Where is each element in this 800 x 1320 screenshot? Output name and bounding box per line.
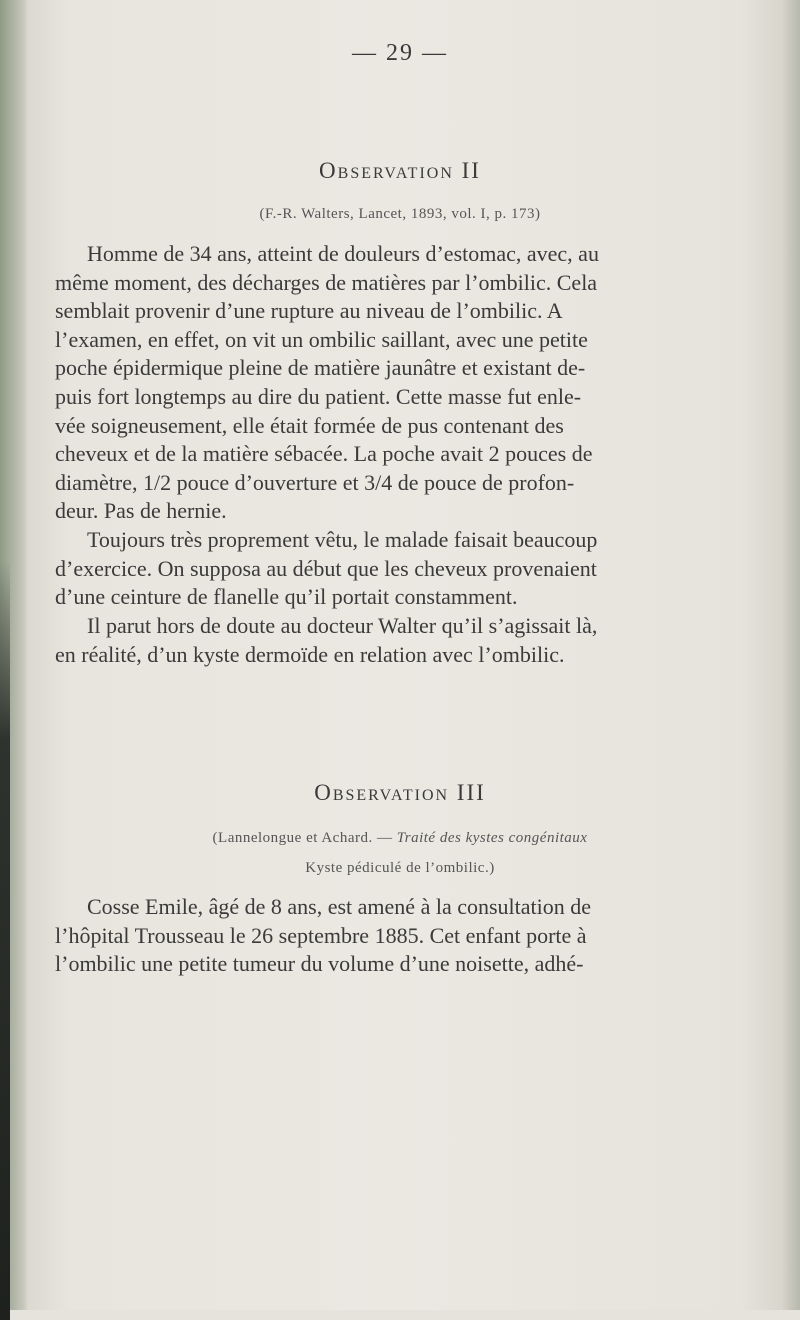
text-line: d’une ceinture de flanelle qu’il portait constamment.: [55, 584, 518, 610]
text-line: vée soigneusement, elle était formée de pus contenant des: [55, 412, 564, 438]
text-line: cheveux et de la matière sébacée. La poche avait 2 pouces de: [55, 441, 593, 467]
observation-2-reference: (F.-R. Walters, Lancet, 1893, vol. I, p. 173): [259, 206, 541, 222]
text-line: Cosse Emile, âgé de 8 ans, est amené à la consultation de: [87, 894, 592, 919]
text-line: deur. Pas de hernie.: [55, 498, 227, 524]
observation-2-paragraph-3: [55, 612, 770, 669]
text-line: l’examen, en effet, on vit un ombilic saillant, avec une petite: [55, 326, 588, 352]
text-line: puis fort longtemps au dire du patient. Cette masse fut enle-: [55, 383, 582, 409]
observation-3-subtitle: Kyste pédiculé de l’ombilic.): [305, 860, 495, 876]
text-line: l’hôpital Trousseau le 26 septembre 1885. Cet enfant porte à: [55, 922, 587, 948]
text-line: même moment, des décharges de matières par l’ombilic. Cela: [55, 269, 598, 295]
text-line: d’exercice. On supposa au début que les cheveux provenaient: [55, 555, 597, 581]
text-line: diamètre, 1/2 pouce d’ouverture et 3/4 de pouce de profon-: [55, 469, 575, 495]
text-line: poche épidermique pleine de matière jaunâtre et existant de-: [55, 355, 586, 381]
observation-3-paragraph-1: [55, 893, 770, 979]
page-edge: [782, 0, 800, 1310]
observation-2-paragraph-2: [55, 526, 770, 612]
text-line: Toujours très proprement vêtu, le malade faisait beaucoup: [87, 527, 598, 552]
text-line: l’ombilic une petite tumeur du volume d’une noisette, adhé-: [55, 951, 584, 977]
text-line: semblait provenir d’une rupture au niveau de l’ombilic. A: [55, 298, 563, 324]
observation-2-paragraph-1: [55, 240, 770, 526]
reference-authors: (Lannelongue et Achard. —: [212, 830, 397, 846]
binding-dark-edge: [0, 560, 10, 1320]
reference-book-title: Traité des kystes congénitaux: [396, 830, 588, 846]
text-line: en réalité, d’un kyste dermoïde en relation avec l’ombilic.: [55, 641, 565, 667]
observation-2-title: Observation II: [319, 158, 481, 183]
text-line: Homme de 34 ans, atteint de douleurs d’estomac, avec, au: [87, 241, 599, 266]
observation-3-title: Observation III: [314, 780, 486, 805]
text-line: Il parut hors de doute au docteur Walter qu’il s’agissait là,: [87, 613, 598, 638]
page-number: — 29 —: [352, 40, 448, 66]
observation-3-reference: [0, 830, 800, 847]
